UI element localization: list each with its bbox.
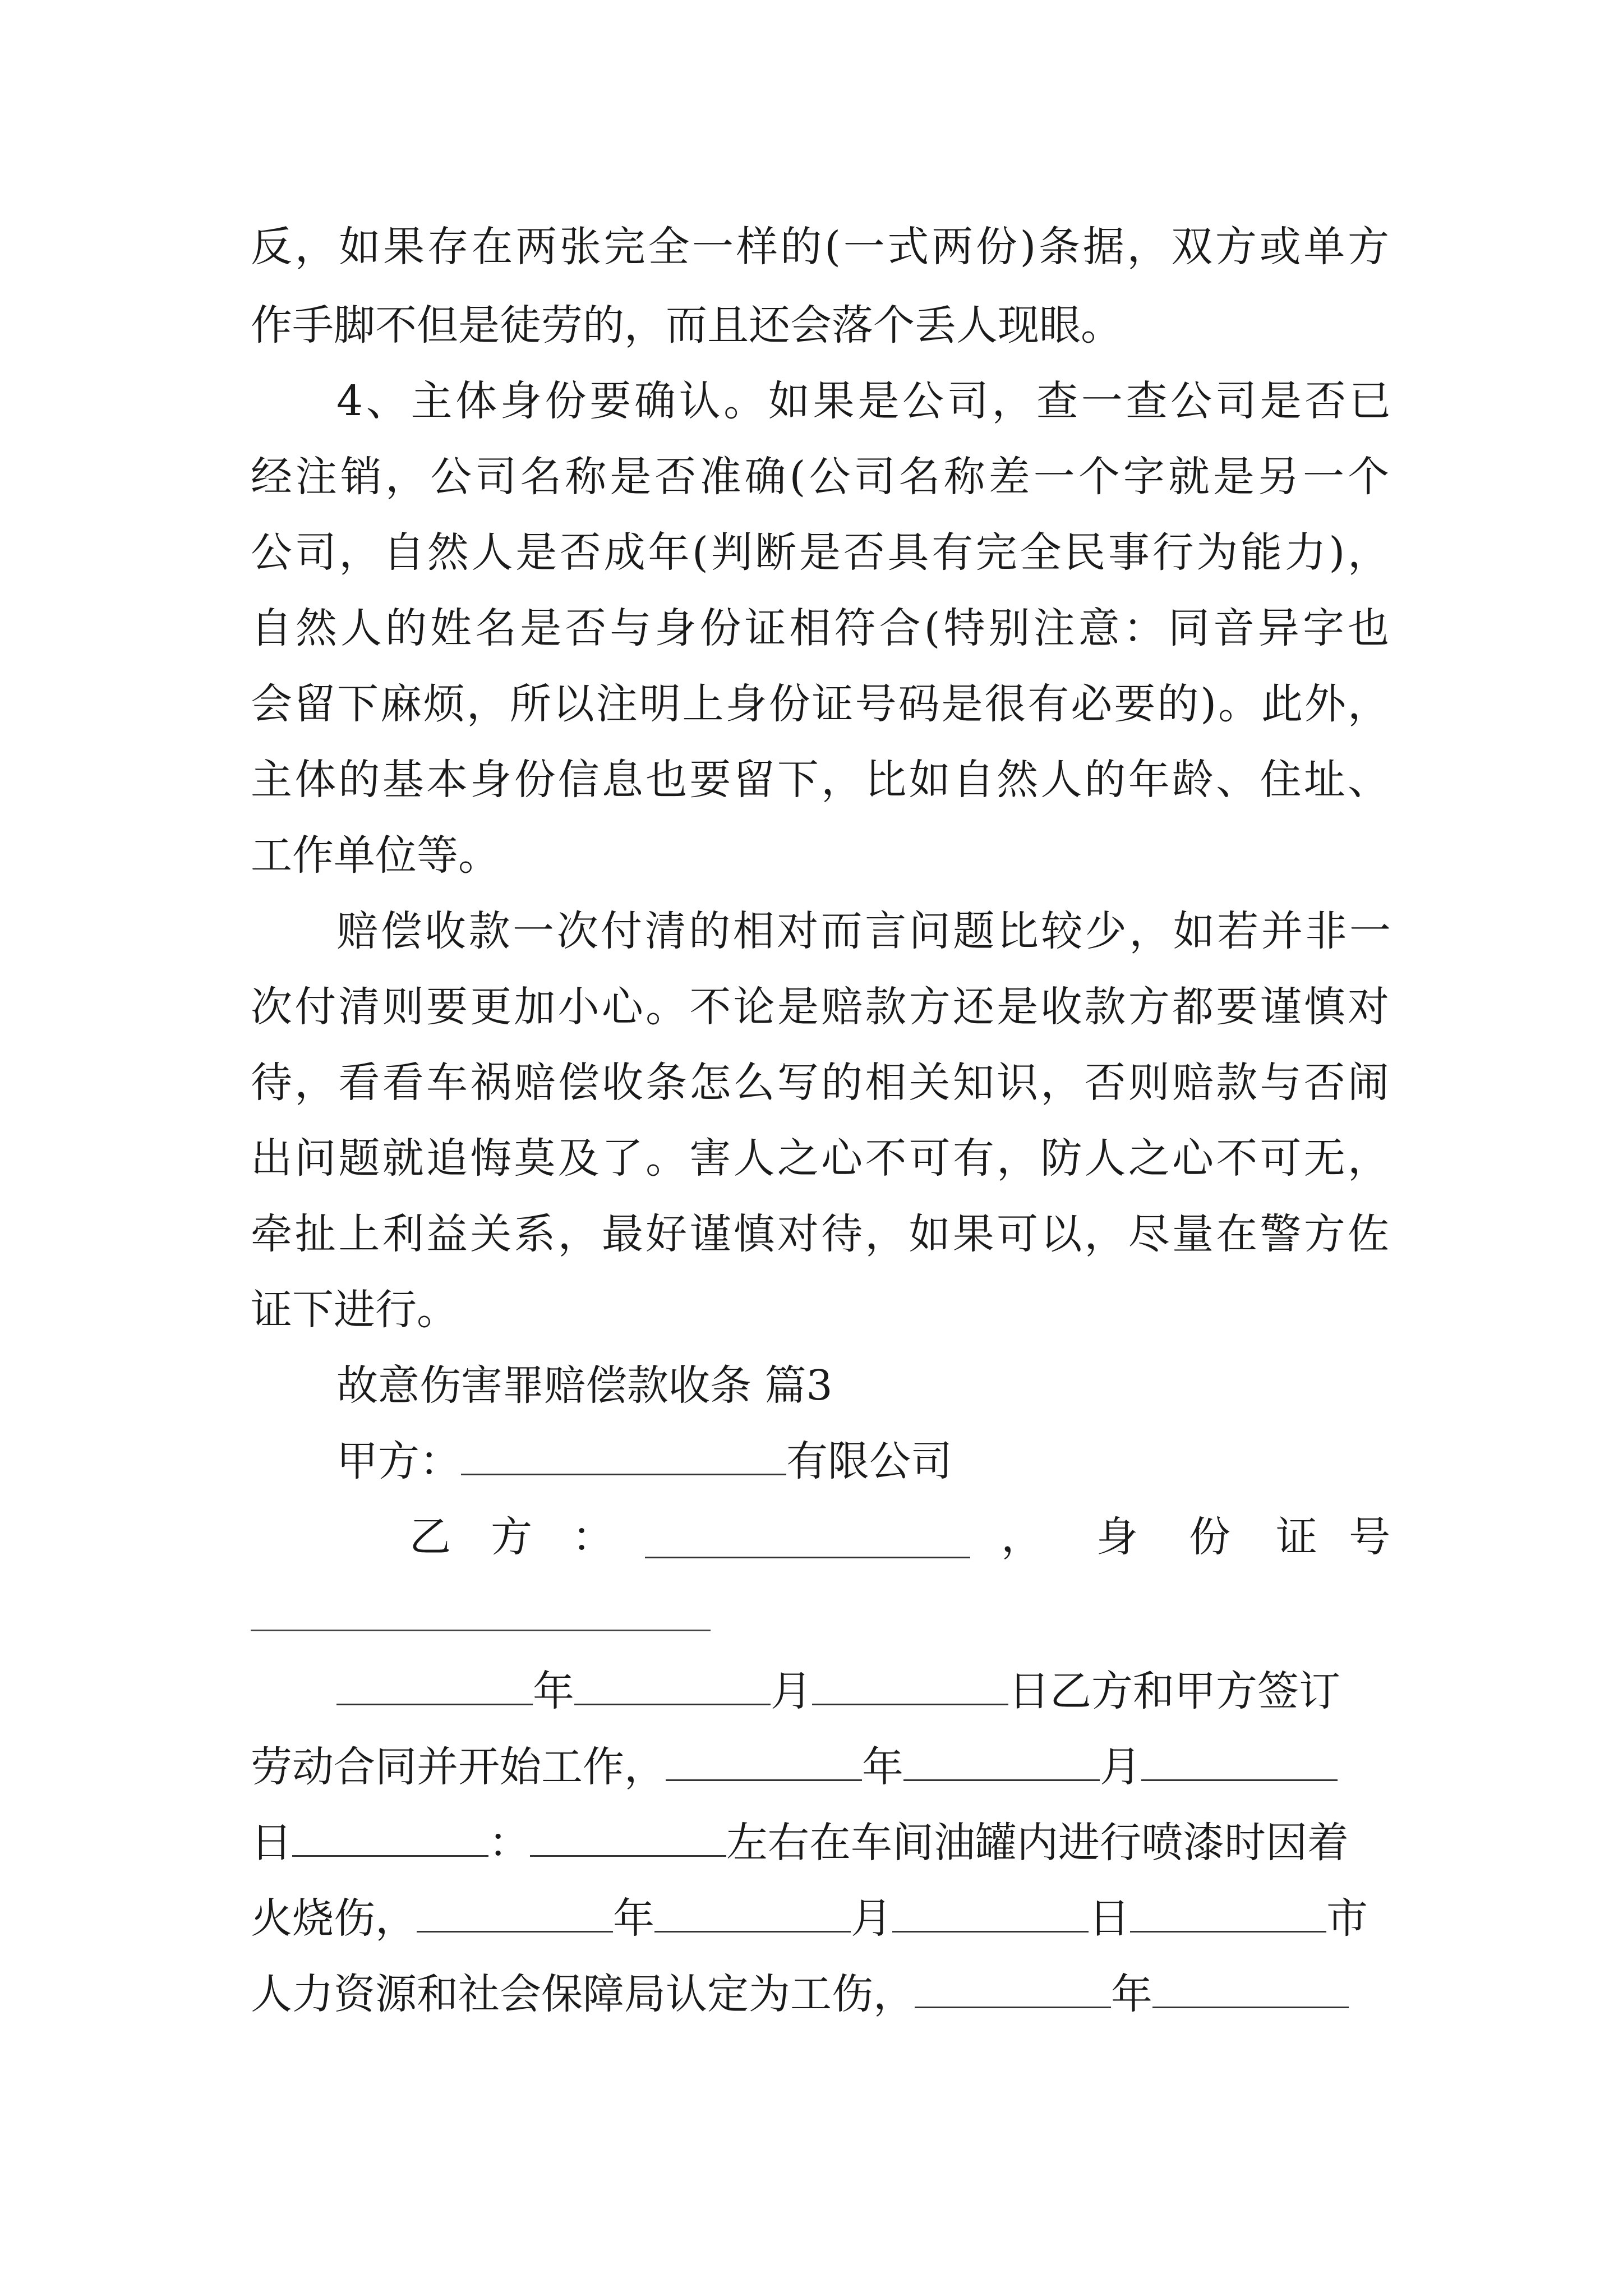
day-blank (1141, 1740, 1338, 1781)
day-sign-text: 日乙方和甲方签订 (1008, 1667, 1340, 1715)
text-line: 反，如果存在两张完全一样的(一式两份)条据，双方或单方 (251, 223, 1389, 271)
party-a-suffix: 有限公司 (786, 1437, 952, 1485)
party-b-line (409, 1509, 1391, 1565)
text-line: 自然人的姓名是否与身份证相符合(特别注意：同音异字也 (251, 604, 1389, 652)
contract-line-1 (336, 1663, 1391, 1719)
text-line: 工作单位等。 (251, 831, 500, 880)
id-char: 份 (1189, 1513, 1230, 1561)
month-label: 月 (771, 1667, 812, 1715)
contract-line-3 (251, 1815, 1389, 1871)
month-blank (903, 1740, 1100, 1781)
party-b-name-blank (645, 1517, 970, 1558)
text-line: 会留下麻烦，所以注明上身份证号码是很有必要的)。此外， (251, 680, 1389, 728)
text-line: 公司，自然人是否成年(判断是否具有完全民事行为能力)， (251, 528, 1389, 577)
year-blank (417, 1892, 613, 1932)
party-b-comma: ， (1001, 1513, 1043, 1561)
text-line: 待，看看车祸赔偿收条怎么写的相关知识，否则赔款与否闹 (251, 1059, 1389, 1107)
party-b-char: 方 (491, 1513, 532, 1561)
section-title: 故意伤害罪赔偿款收条 篇3 (336, 1361, 833, 1410)
year-blank (915, 1967, 1111, 2008)
party-b-char: 乙 (409, 1513, 451, 1561)
year-label: 年 (1111, 1970, 1152, 2018)
day-label: 日 (1089, 1894, 1130, 1943)
text-line: 出问题就追悔莫及了。害人之心不可有，防人之心不可无， (251, 1134, 1389, 1182)
month-label: 月 (1100, 1743, 1141, 1791)
party-b-colon: ： (572, 1513, 614, 1561)
contract-text: 劳动合同并开始工作， (251, 1743, 666, 1791)
day-label: 日 (251, 1819, 292, 1867)
contract-line-2 (251, 1739, 1389, 1795)
id-char: 号 (1349, 1513, 1390, 1561)
text-line: 作手脚不但是徒劳的，而且还会落个丢人现眼。 (251, 301, 1122, 349)
year-label: 年 (533, 1667, 574, 1715)
month-blank (1152, 1967, 1349, 2008)
month-blank (574, 1664, 771, 1705)
contract-text: 火烧伤， (251, 1894, 417, 1943)
text-line: 牵扯上利益关系，最好谨慎对待，如果可以，尽量在警方佐 (251, 1210, 1389, 1258)
city-blank (1130, 1892, 1326, 1932)
hour-blank (292, 1816, 488, 1857)
year-label: 年 (613, 1894, 654, 1943)
city-label: 市 (1326, 1894, 1368, 1943)
text-line: 赔偿收款一次付清的相对而言问题比较少，如若并非一 (336, 907, 1391, 955)
id-number-blank (251, 1630, 711, 1631)
year-label: 年 (862, 1743, 903, 1791)
month-blank (654, 1892, 851, 1932)
text-line: 证下进行。 (251, 1286, 458, 1334)
contract-text: 左右在车间油罐内进行喷漆时因着 (726, 1819, 1349, 1867)
month-label: 月 (851, 1894, 892, 1943)
party-a-label: 甲方： (336, 1437, 461, 1485)
party-a-line (336, 1433, 1391, 1489)
id-char: 身 (1096, 1513, 1138, 1561)
contract-line-5 (251, 1966, 1389, 2022)
id-char: 证 (1276, 1513, 1317, 1561)
year-blank (666, 1740, 862, 1781)
day-blank (892, 1892, 1089, 1932)
text-line: 4、主体身份要确认。如果是公司，查一查公司是否已 (336, 377, 1391, 425)
minute-blank (530, 1816, 726, 1857)
text-line: 主体的基本身份信息也要留下，比如自然人的年龄、住址、 (251, 756, 1389, 804)
contract-text: 人力资源和社会保障局认定为工伤， (251, 1970, 915, 2018)
contract-line-4 (251, 1890, 1389, 1947)
text-line: 次付清则要更加小心。不论是赔款方还是收款方都要谨慎对 (251, 983, 1389, 1031)
year-blank (336, 1664, 533, 1705)
party-a-name-blank (461, 1434, 786, 1475)
day-blank (812, 1664, 1008, 1705)
colon: ： (488, 1819, 530, 1867)
text-line: 经注销，公司名称是否准确(公司名称差一个字就是另一个 (251, 453, 1389, 501)
